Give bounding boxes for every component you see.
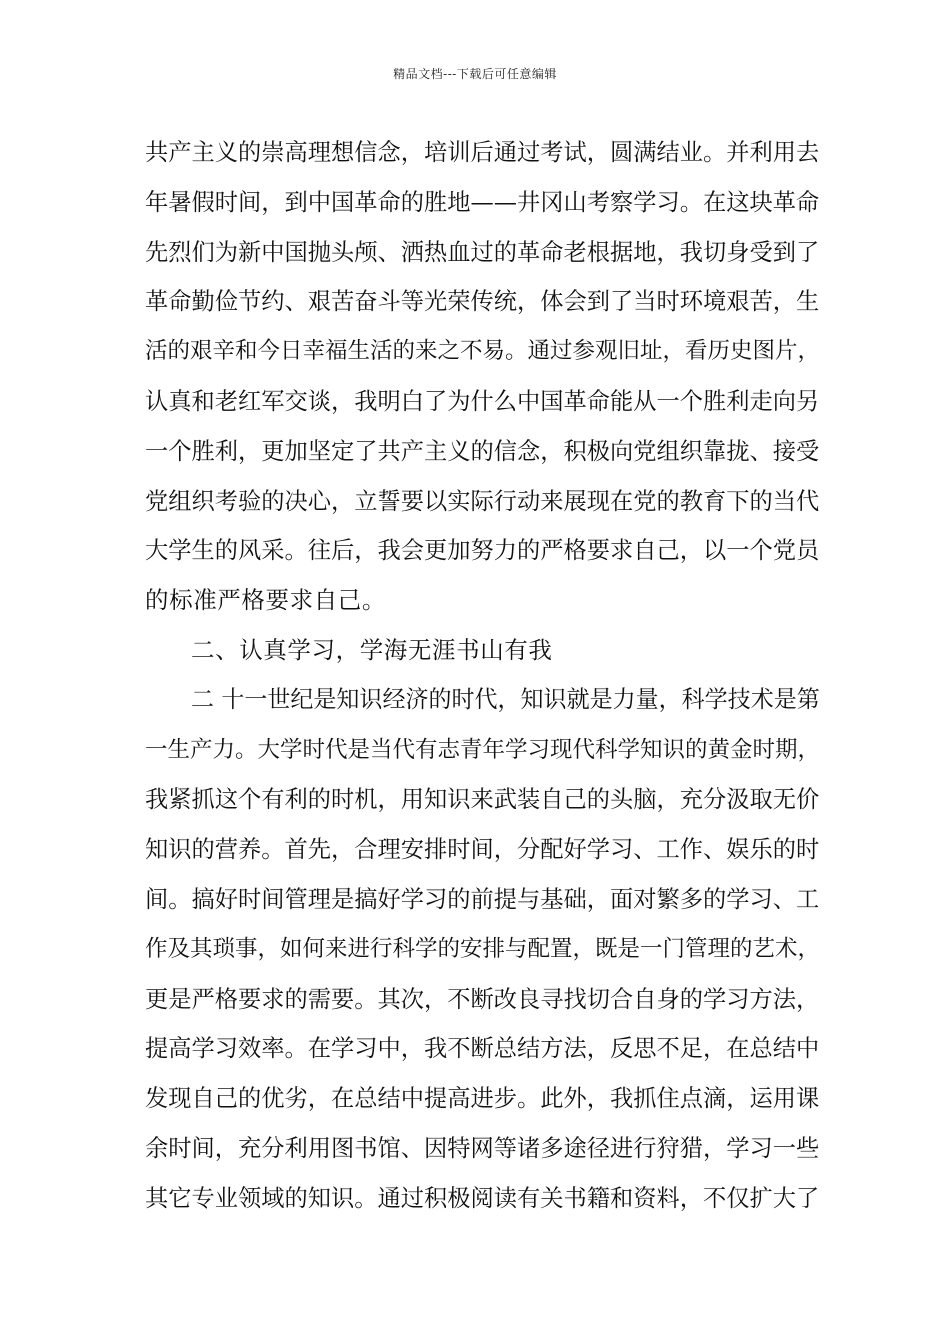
paragraph-line: 年暑假时间，到中国革命的胜地——井冈山考察学习。在这块革命: [145, 188, 820, 216]
paragraph-line: 党组织考验的决心，立誓要以实际行动来展现在党的教育下的当代: [145, 487, 820, 515]
paragraph-line: 余时间，充分利用图书馆、因特网等诸多途径进行狩猎，学习一些: [145, 1134, 820, 1162]
paragraph-line: 一生产力。大学时代是当代有志青年学习现代科学知识的黄金时期，: [145, 736, 821, 763]
paragraph-line-indented: 二 十一世纪是知识经济的时代，知识就是力量，科学技术是第: [191, 686, 820, 713]
paragraph-line-indented: 二、认真学习，学海无涯书山有我: [191, 635, 553, 664]
paragraph-line: 共产主义的崇高理想信念，培训后通过考试，圆满结业。并利用去: [145, 139, 820, 166]
paragraph-line: 活的艰辛和今日幸福生活的来之不易。通过参观旧址，看历史图片，: [145, 338, 821, 365]
paragraph-line: 大学生的风采。往后，我会更加努力的严格要求自己，以一个党员: [145, 537, 820, 565]
paragraph-line: 发现自己的优劣，在总结中提高进步。此外，我抓住点滴，运用课: [145, 1085, 820, 1113]
paragraph-line: 的标准严格要求自己。: [145, 586, 386, 615]
paragraph-line: 我紧抓这个有利的时机，用知识来武装自己的头脑，充分汲取无价: [145, 786, 820, 814]
paragraph-line: 更是严格要求的需要。其次，不断改良寻找切合自身的学习方法，: [145, 985, 820, 1013]
page-header: 精品文档---下载后可任意编辑: [393, 67, 557, 81]
paragraph-line: 作及其琐事，如何来进行科学的安排与配置，既是一门管理的艺术，: [145, 935, 821, 962]
paragraph-line: 一个胜利，更加坚定了共产主义的信念，积极向党组织靠拢、接受: [145, 437, 820, 465]
paragraph-line: 先烈们为新中国抛头颅、洒热血过的革命老根据地，我切身受到了: [145, 238, 820, 266]
paragraph-line: 知识的营养。首先，合理安排时间，分配好学习、工作、娱乐的时: [145, 836, 820, 864]
body-text: [145, 128, 820, 1224]
paragraph-line: 提高学习效率。在学习中，我不断总结方法，反思不足，在总结中: [145, 1035, 820, 1063]
paragraph-line: 其它专业领域的知识。通过积极阅读有关书籍和资料，不仅扩大了: [145, 1184, 820, 1212]
paragraph-line: 间。搞好时间管理是搞好学习的前提与基础，面对繁多的学习、工: [145, 885, 820, 913]
paragraph-line: 认真和老红军交谈，我明白了为什么中国革命能从一个胜利走向另: [145, 387, 820, 415]
paragraph-line: 革命勤俭节约、艰苦奋斗等光荣传统，体会到了当时环境艰苦，生: [145, 288, 820, 316]
